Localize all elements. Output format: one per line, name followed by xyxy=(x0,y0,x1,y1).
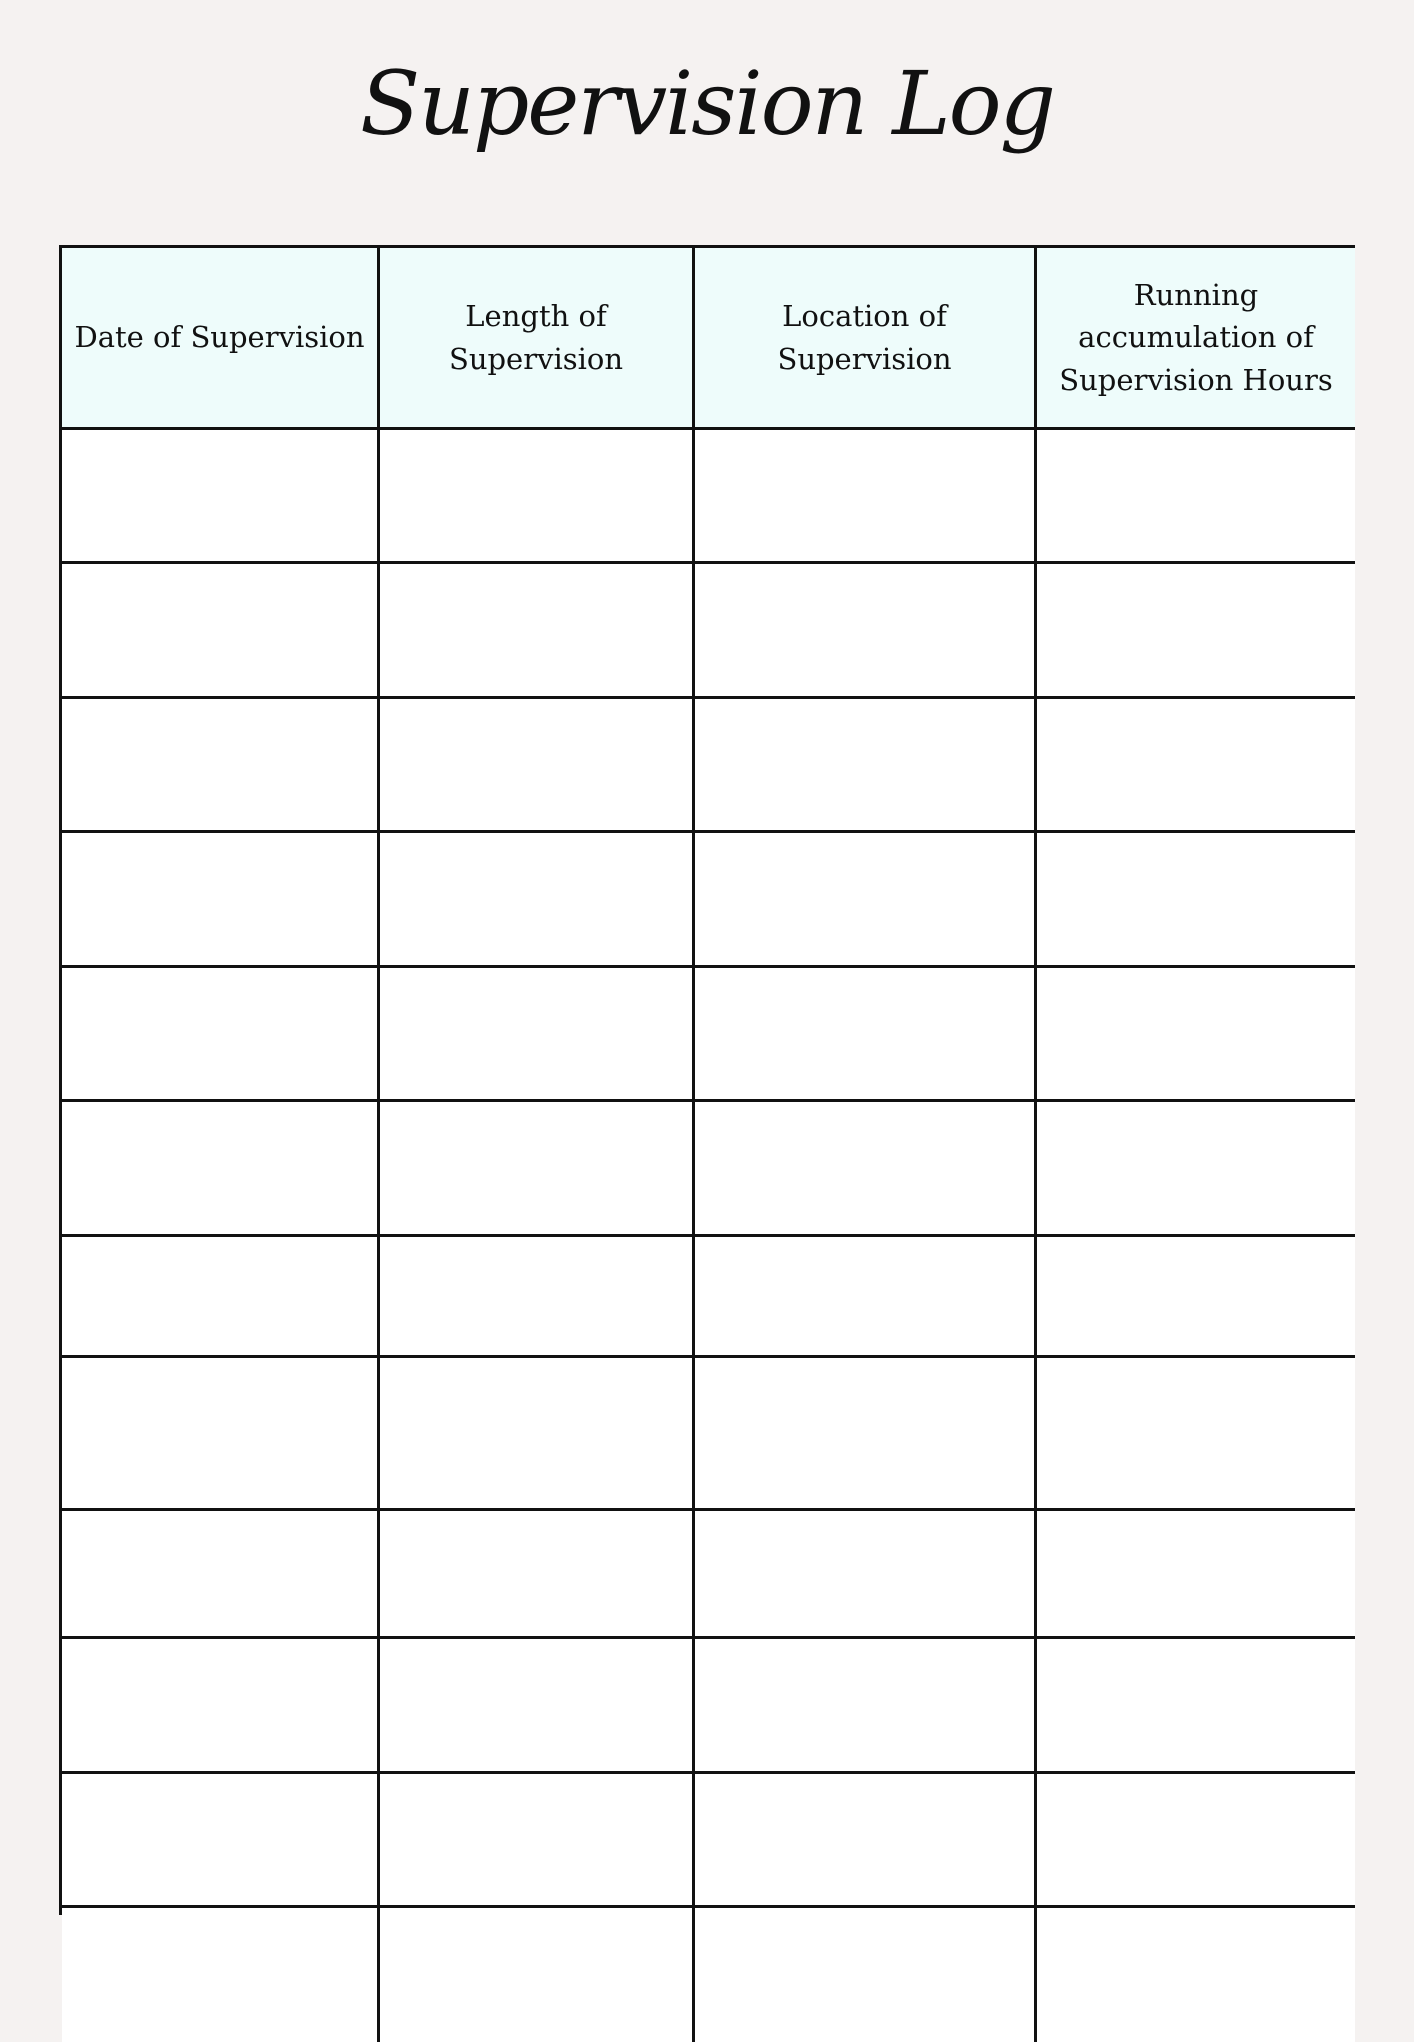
page-title: Supervision Log xyxy=(360,52,1054,155)
table-cell[interactable] xyxy=(62,1639,380,1774)
table-cell[interactable] xyxy=(1037,430,1355,564)
table-cell[interactable] xyxy=(1037,1774,1355,1908)
table-cell[interactable] xyxy=(62,968,380,1102)
table-cell[interactable] xyxy=(695,699,1037,833)
header-line: Supervision Hours xyxy=(1059,362,1333,397)
table-cell[interactable] xyxy=(1037,1102,1355,1237)
header-length-of-supervision xyxy=(380,248,695,430)
table-cell[interactable] xyxy=(380,1908,695,2042)
table-cell[interactable] xyxy=(1037,564,1355,699)
table-cell[interactable] xyxy=(695,833,1037,968)
table-cell[interactable] xyxy=(695,1639,1037,1774)
table-cell[interactable] xyxy=(1037,968,1355,1102)
table-cell[interactable] xyxy=(380,1774,695,1908)
table-cell[interactable] xyxy=(1037,1358,1355,1511)
header-line: Location of xyxy=(782,299,947,334)
table-cell[interactable] xyxy=(695,1774,1037,1908)
header-line: Length of xyxy=(465,299,607,334)
table-cell[interactable] xyxy=(695,1237,1037,1358)
table-cell[interactable] xyxy=(380,833,695,968)
table-cell[interactable] xyxy=(380,564,695,699)
header-line: Running xyxy=(1133,278,1259,313)
header-running-accumulation xyxy=(1037,248,1355,430)
table-cell[interactable] xyxy=(695,564,1037,699)
header-line: Supervision xyxy=(448,341,624,376)
header-location-of-supervision xyxy=(695,248,1037,430)
table-cell[interactable] xyxy=(62,1774,380,1908)
table-cell[interactable] xyxy=(695,1511,1037,1639)
table-cell[interactable] xyxy=(695,968,1037,1102)
table-cell[interactable] xyxy=(62,564,380,699)
supervision-log-table xyxy=(59,245,1355,1915)
table-cell[interactable] xyxy=(62,699,380,833)
table-cell[interactable] xyxy=(380,1511,695,1639)
table-cell[interactable] xyxy=(1037,1511,1355,1639)
table-cell[interactable] xyxy=(1037,1237,1355,1358)
table-cell[interactable] xyxy=(1037,1639,1355,1774)
table-cell[interactable] xyxy=(62,1511,380,1639)
table-cell[interactable] xyxy=(380,699,695,833)
table-cell[interactable] xyxy=(695,430,1037,564)
table-cell[interactable] xyxy=(695,1102,1037,1237)
table-cell[interactable] xyxy=(62,833,380,968)
header-line: Date of Supervision xyxy=(74,320,365,355)
table-cell[interactable] xyxy=(695,1358,1037,1511)
table-cell[interactable] xyxy=(380,430,695,564)
table-cell[interactable] xyxy=(62,1358,380,1511)
table-cell[interactable] xyxy=(1037,1908,1355,2042)
header-line: Supervision xyxy=(777,341,952,376)
table-cell[interactable] xyxy=(62,1237,380,1358)
table-cell[interactable] xyxy=(62,1908,380,2042)
table-cell[interactable] xyxy=(380,1639,695,1774)
table-cell[interactable] xyxy=(1037,833,1355,968)
table-cell[interactable] xyxy=(380,968,695,1102)
header-line: accumulation of xyxy=(1078,320,1314,355)
table-cell[interactable] xyxy=(62,1102,380,1237)
table-cell[interactable] xyxy=(695,1908,1037,2042)
table-cell[interactable] xyxy=(380,1102,695,1237)
table-cell[interactable] xyxy=(1037,699,1355,833)
table-cell[interactable] xyxy=(62,430,380,564)
table-cell[interactable] xyxy=(380,1358,695,1511)
header-date-of-supervision xyxy=(62,248,380,430)
table-cell[interactable] xyxy=(380,1237,695,1358)
